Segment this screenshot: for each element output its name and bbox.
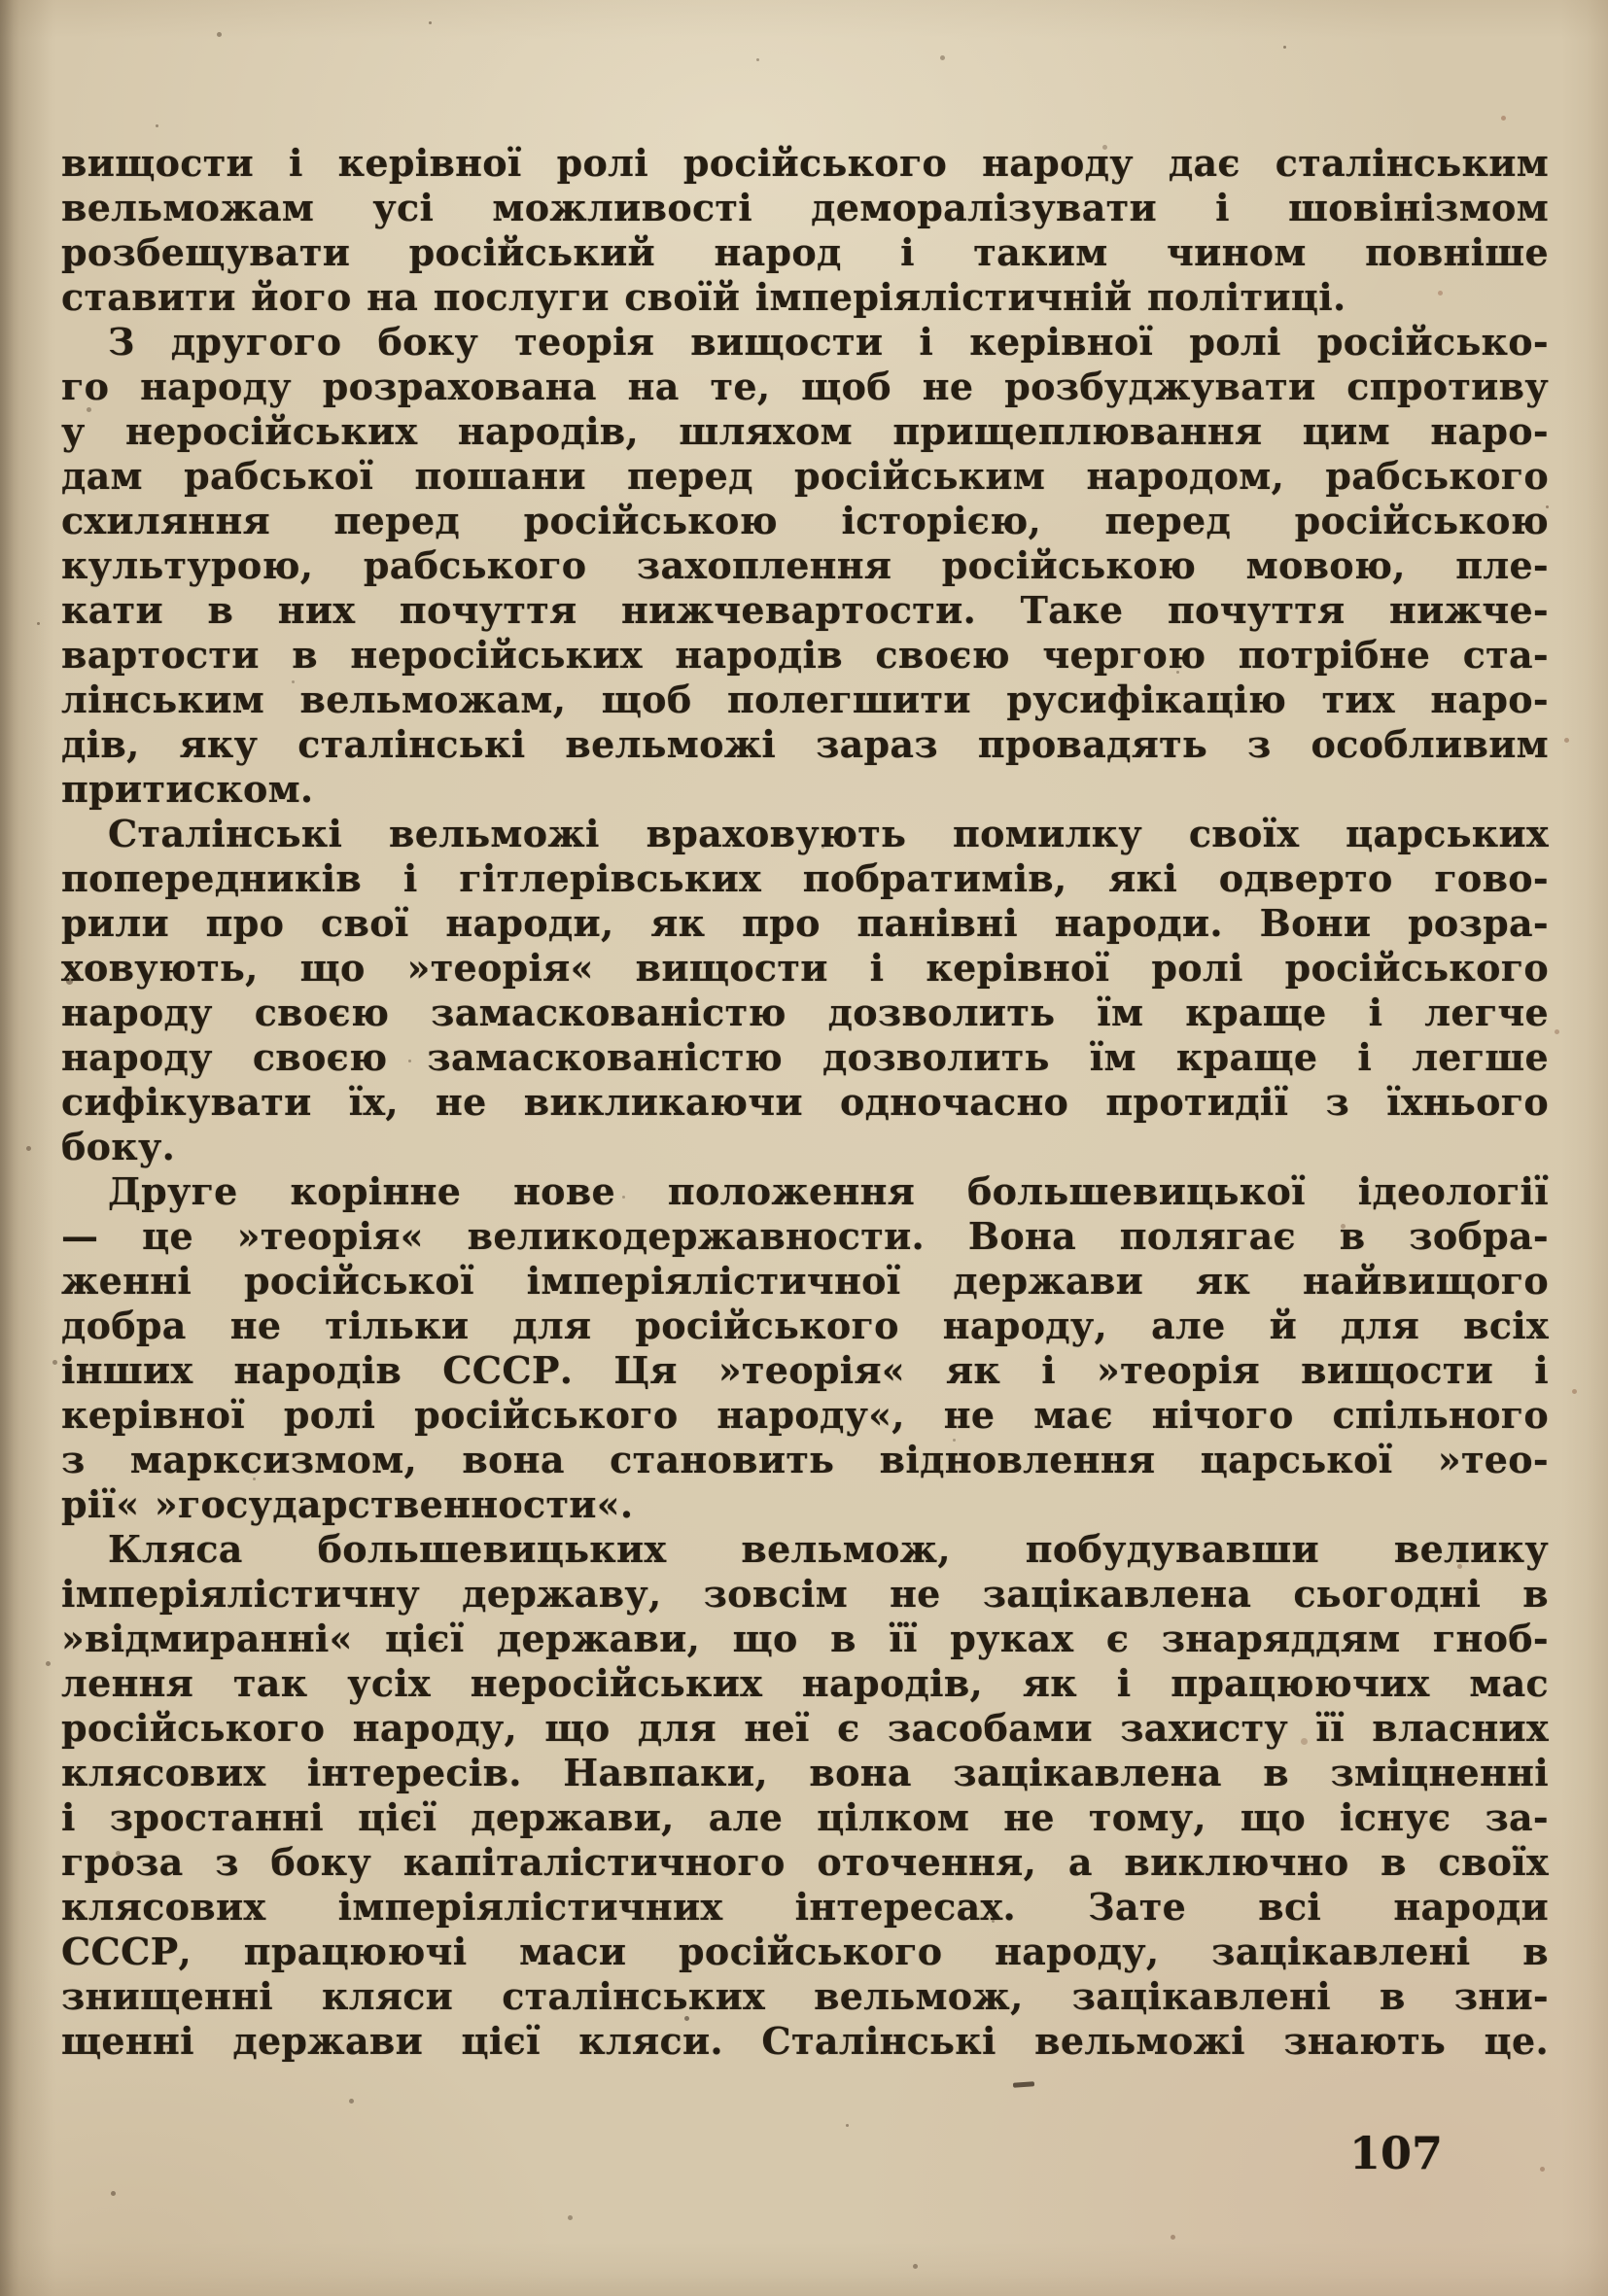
text-line: керівної ролі російського народу«, не має нічого спільного (61, 1393, 1549, 1437)
text-line: вищости і керівної ролі російського народу дає сталінським (61, 141, 1549, 185)
text-line: знищенні кляси сталінських вельмож, зацікавлені в зни- (61, 1974, 1549, 2018)
paragraph (61, 812, 1549, 1169)
text-line: клясових інтересів. Навпаки, вона зацікавлена в зміцненні (61, 1751, 1549, 1794)
text-line: »відмиранні« цієї держави, що в її руках є знаряддям гноб- (61, 1617, 1549, 1660)
text-line: ставити його на послуги своїй імперіялістичній політиці. (61, 275, 1346, 319)
text-line: схиляння перед російською історією, перед російською (61, 499, 1549, 542)
text-line: народу своєю замаскованістю дозволить їм краще і легше (61, 1035, 1549, 1079)
text-line: інших народів СССР. Ця »теорія« як і »теорія вищости і (61, 1348, 1549, 1392)
text-line: народу своєю замаскованістю дозволить їм краще і легче (61, 991, 1549, 1034)
text-line: СССР, працюючі маси російського народу, зацікавлені в (61, 1930, 1549, 1973)
text-line: Сталінські вельможі враховують помилку своїх царських (108, 812, 1549, 855)
text-line: ховують, що »теорія« вищости і керівної ролі російського (61, 946, 1549, 990)
text-line: дам рабської пошани перед російським народом, рабського (61, 454, 1549, 498)
text-line: вартости в неросійських народів своєю чергою потрібне ста- (61, 633, 1549, 677)
text-line: гроза з боку капіталістичного оточення, а виключно в своїх (61, 1840, 1549, 1884)
paper-texture-specks (0, 0, 3, 3)
text-line: Друге корінне нове положення большевицької ідеології (108, 1169, 1549, 1213)
text-line: женні російської імперіялістичної держави як найвищого (61, 1259, 1549, 1303)
text-line: культурою, рабського захоплення російською мовою, пле- (61, 543, 1549, 587)
text-line: імперіялістичну державу, зовсім не зацікавлена сьогодні в (61, 1572, 1549, 1616)
text-line: притиском. (61, 767, 314, 811)
text-line: попередників і гітлерівських побратимів, які одверто гово- (61, 856, 1549, 900)
text-line: сифікувати їх, не викликаючи одночасно протидії з їхнього (61, 1080, 1549, 1124)
text-line: кати в них почуття нижчевартости. Таке почуття нижче- (61, 588, 1549, 632)
text-line: го народу розрахована на те, щоб не розбуджувати спротиву (61, 365, 1549, 408)
text-line: російського народу, що для неї є засобами захисту її власних (61, 1706, 1549, 1750)
stray-mark (1013, 2081, 1034, 2088)
text-line: клясових імперіялістичних інтересах. Зате всі народи (61, 1885, 1549, 1929)
text-line: і зростанні цієї держави, але цілком не тому, що існує за- (61, 1795, 1549, 1839)
text-line: у неросійських народів, шляхом прищеплювання цим наро- (61, 409, 1549, 453)
text-line: розбещувати російський народ і таким чином повніше (61, 230, 1549, 274)
text-line: З другого боку теорія вищости і керівної ролі російсько- (108, 320, 1549, 364)
paragraph (61, 1527, 1549, 2064)
text-line: — це »теорія« великодержавности. Вона полягає в зобра- (61, 1214, 1549, 1258)
text-block (61, 141, 1549, 2064)
text-line: Кляса большевицьких вельмож, побудувавши велику (108, 1527, 1549, 1571)
text-line: з марксизмом, вона становить відновлення царської »тео- (61, 1438, 1549, 1481)
text-line: лення так усіх неросійських народів, як і працюючих мас (61, 1661, 1549, 1705)
text-line: дів, яку сталінські вельможі зараз провадять з особливим (61, 722, 1549, 766)
page-number: 107 (1349, 2127, 1444, 2179)
text-line: щенні держави цієї кляси. Сталінські вельможі знають це. (61, 2019, 1549, 2063)
paragraph (61, 1169, 1549, 1527)
text-line: лінським вельможам, щоб полегшити русифікацію тих наро- (61, 678, 1549, 721)
text-line: добра не тільки для російського народу, але й для всіх (61, 1304, 1549, 1347)
text-line: боку. (61, 1125, 176, 1168)
text-line: вельможам усі можливості деморалізувати і шовінізмом (61, 186, 1549, 229)
text-line: рили про свої народи, як про панівні народи. Вони розра- (61, 901, 1549, 945)
page-edge-shadow (0, 0, 58, 2296)
paragraph (61, 320, 1549, 812)
text-line: рії« »государственности«. (61, 1482, 634, 1526)
paragraph (61, 141, 1549, 320)
